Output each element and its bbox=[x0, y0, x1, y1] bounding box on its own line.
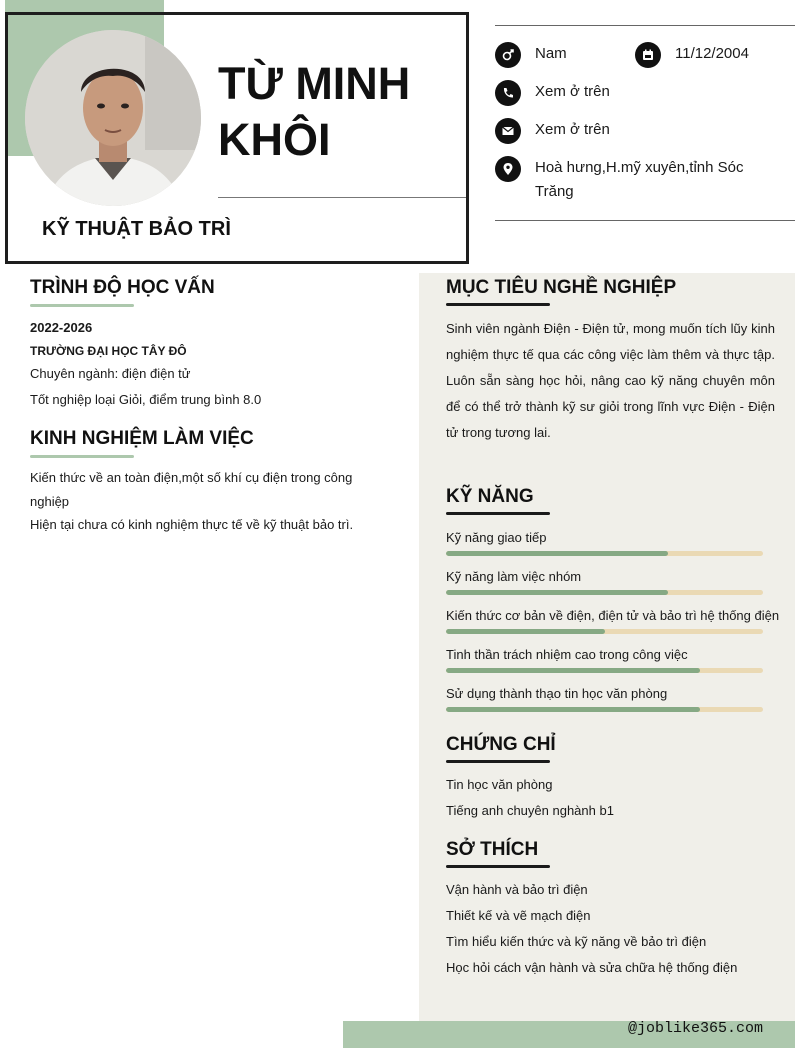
education-title: TRÌNH ĐỘ HỌC VẤN bbox=[30, 277, 215, 298]
contact-email bbox=[495, 118, 610, 144]
certificates-underline bbox=[446, 760, 550, 763]
certificates-title: CHỨNG CHỈ bbox=[446, 734, 556, 755]
contact-gender bbox=[495, 42, 567, 68]
education-major: Chuyên ngành: điện điện tử bbox=[30, 366, 191, 381]
contact-phone bbox=[495, 80, 610, 106]
skill-label: Kỹ năng làm việc nhóm bbox=[446, 569, 582, 584]
contact-address-text: Hoà hưng,H.mỹ xuyên,tỉnh Sóc Trăng bbox=[535, 159, 744, 200]
phone-icon bbox=[495, 80, 521, 106]
education-result: Tốt nghiệp loại Giỏi, điểm trung bình 8.0 bbox=[30, 392, 262, 407]
objective-text: Sinh viên ngành Điện - Điện tử, mong muốn tích lũy kinh nghiệm thực tế qua các công việc làm thêm và thực tập. Luôn sẵn sàng học hỏi, nâng cao kỹ năng chuyên môn để có thể trở thành kỹ sư giỏi trong lĩnh vực Điện - Điện tử trong tương lai. bbox=[446, 321, 775, 440]
contact-birthday-text: 11/12/2004 bbox=[675, 45, 749, 62]
hobby-item: Học hỏi cách vận hành và sửa chữa hệ thống điện bbox=[446, 960, 738, 975]
skills-underline bbox=[446, 512, 550, 515]
hobbies-title: SỞ THÍCH bbox=[446, 839, 539, 860]
skill-bar bbox=[446, 668, 763, 673]
certificate-item: Tiếng anh chuyên nghành b1 bbox=[446, 803, 614, 818]
education-school: TRƯỜNG ĐẠI HỌC TÂY ĐÔ bbox=[30, 344, 187, 358]
skill-bar-fill bbox=[446, 590, 668, 595]
objective-underline bbox=[446, 303, 550, 306]
experience-title: KINH NGHIỆM LÀM VIỆC bbox=[30, 428, 254, 449]
education-underline bbox=[30, 304, 134, 307]
footer-watermark: @joblike365.com bbox=[628, 1020, 764, 1037]
calendar-icon bbox=[635, 42, 661, 68]
skill-bar-fill bbox=[446, 629, 605, 634]
job-title: KỸ THUẬT BẢO TRÌ bbox=[42, 218, 231, 240]
hobby-item: Thiết kế và vẽ mạch điện bbox=[446, 908, 591, 923]
skill-label: Kỹ năng giao tiếp bbox=[446, 530, 547, 545]
skill-bar bbox=[446, 629, 763, 634]
skill-bar bbox=[446, 707, 763, 712]
experience-line-2: Hiện tại chưa có kinh nghiệm thực tế về kỹ thuật bảo trì. bbox=[30, 517, 354, 532]
hobby-item: Tìm hiểu kiến thức và kỹ năng về bảo trì điện bbox=[446, 934, 707, 949]
skill-bar-fill bbox=[446, 551, 668, 556]
contact-address bbox=[495, 156, 765, 204]
certificate-item: Tin học văn phòng bbox=[446, 777, 553, 792]
skill-bar bbox=[446, 551, 763, 556]
contact-email-text: Xem ở trên bbox=[535, 121, 610, 138]
education-years: 2022-2026 bbox=[30, 320, 93, 335]
skills-title: KỸ NĂNG bbox=[446, 486, 534, 507]
skill-label: Tinh thần trách nhiệm cao trong công việc bbox=[446, 647, 688, 662]
objective-title: MỤC TIÊU NGHỀ NGHIỆP bbox=[446, 277, 677, 298]
hobby-item: Vận hành và bảo trì điện bbox=[446, 882, 588, 897]
contact-gender-text: Nam bbox=[535, 45, 567, 62]
candidate-name: TỪ MINH KHÔI bbox=[218, 58, 411, 165]
contact-phone-text: Xem ở trên bbox=[535, 83, 610, 100]
email-icon bbox=[495, 118, 521, 144]
skill-bar bbox=[446, 590, 763, 595]
contact-top-divider bbox=[495, 25, 795, 26]
contact-birthday bbox=[635, 42, 749, 68]
experience-underline bbox=[30, 455, 134, 458]
location-icon bbox=[495, 156, 521, 182]
name-divider bbox=[218, 197, 466, 198]
skill-label: Kiến thức cơ bản về điện, điện tử và bảo trì hệ thống điện bbox=[446, 608, 780, 623]
experience-line-1: Kiến thức về an toàn điện,một số khí cụ điện trong công nghiệp bbox=[30, 470, 353, 509]
gender-icon bbox=[495, 42, 521, 68]
skill-bar-fill bbox=[446, 668, 700, 673]
hobbies-underline bbox=[446, 865, 550, 868]
skill-bar-fill bbox=[446, 707, 700, 712]
skill-label: Sử dụng thành thạo tin học văn phòng bbox=[446, 686, 668, 701]
contact-bottom-divider bbox=[495, 220, 795, 221]
